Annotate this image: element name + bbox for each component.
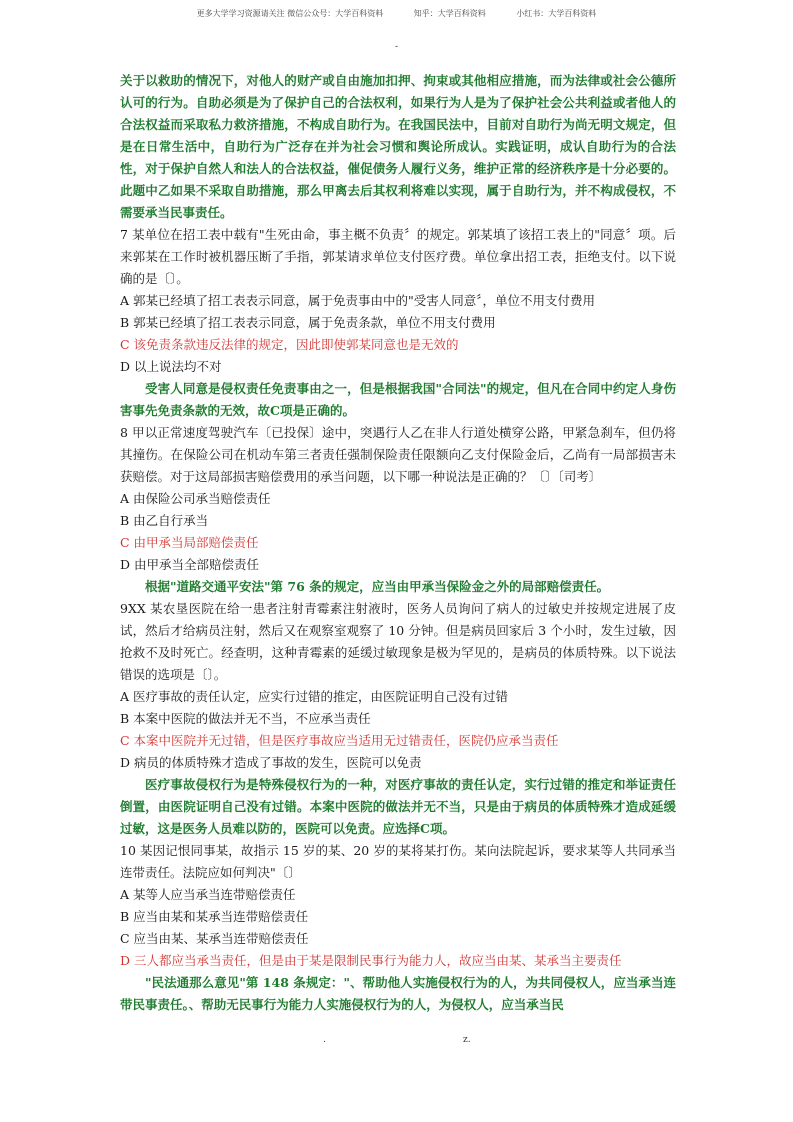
question-10-option-b: B 应当由某和某承当连带赔偿责任 <box>120 909 309 924</box>
question-8-option-d: D 由甲承当全部赔偿责任 <box>120 557 259 572</box>
question-9-option-b: B 本案中医院的做法并无不当，不应承当责任 <box>120 711 371 726</box>
question-10-option-a: A 某等人应当承当连带赔偿责任 <box>120 887 296 902</box>
question-7-option-d: D 以上说法均不对 <box>120 359 222 374</box>
page-header <box>0 8 793 19</box>
question-9-explanation: 医疗事故侵权行为是特殊侵权行为的一种，对医疗事故的责任认定，实行过错的推定和举证责任倒置，由医院证明自己没有过错。本案中医院的做法并无不当，只是由于病员的体质特殊才造成延缓过敏，这是医务人员难以防的，医院可以免责。应选择C项。 <box>120 777 676 836</box>
question-7-option-c-answer: C 该免责条款违反法律的规定，因此即使郭某同意也是无效的 <box>120 337 459 352</box>
question-9-stem: 9XX 某农垦医院在给一患者注射青霉素注射液时，医务人员询问了病人的过敏史并按规定进展了皮试，然后才给病员注射，然后又在观察室观察了 10 分钟。但是病员回家后 3 个小时，发生过敏，因抢救不及时死亡。经查明，这种青霉素的延缓过敏现象是极为罕见的，是病员的体质特殊。以下说法错误的选项是〔〕。 <box>120 601 676 682</box>
header-wechat: 更多大学学习资源请关注 微信公众号：大学百科资料 <box>196 9 384 18</box>
document-body <box>120 70 676 1016</box>
header-xiaohongshu: 小红书：大学百科资料 <box>516 9 597 18</box>
question-8-stem: 8 甲以正常速度驾驶汽车〔已投保〕途中，突遇行人乙在非人行道处横穿公路，甲紧急刹车，但仍将其撞伤。在保险公司在机动车第三者责任强制保险责任限额向乙支付保险金后，乙尚有一局部损害未获赔偿。对于这局部损害赔偿费用的承当问题，以下哪一种说法是正确的？〔〕〔司考〕 <box>120 425 676 484</box>
question-10-option-d-answer: D 三人都应当承当责任，但是由于某是限制民事行为能力人，故应当由某、某承当主要责任 <box>120 953 622 968</box>
footer-left-mark: . <box>323 1035 326 1045</box>
question-7-explanation: 受害人同意是侵权责任免责事由之一，但是根据我国"合同法"的规定，但凡在合同中约定人身伤害事先免责条款的无效，故C项是正确的。 <box>120 381 676 418</box>
top-mark: - <box>395 42 399 52</box>
question-7-option-a: A 郭某已经填了招工表表示同意，属于免责事由中的"受害人同意〞，单位不用支付费用 <box>120 293 596 308</box>
footer-right-mark: z. <box>463 1035 471 1045</box>
question-8-option-a: A 由保险公司承当赔偿责任 <box>120 491 271 506</box>
question-9-option-d: D 病员的体质特殊才造成了事故的发生，医院可以免责 <box>120 755 422 770</box>
question-10-explanation: "民法通那么意见"第 148 条规定："、帮助他人实施侵权行为的人，为共同侵权人，应当承当连带民事责任。、帮助无民事行为能力人实施侵权行为的人，为侵权人，应当承当民 <box>120 975 676 1012</box>
question-10-option-c: C 应当由某、某承当连带赔偿责任 <box>120 931 309 946</box>
question-10-stem: 10 某因记恨同事某，故指示 15 岁的某、20 岁的某将某打伤。某向法院起诉，要求某等人共同承当连带责任。法院应如何判决"〔〕 <box>120 843 676 880</box>
question-9-option-c-answer: C 本案中医院并无过错，但是医疗事故应当适用无过错责任，医院仍应承当责任 <box>120 733 559 748</box>
question-8-option-c-answer: C 由甲承当局部赔偿责任 <box>120 535 259 550</box>
question-7-option-b: B 郭某已经填了招工表表示同意，属于免责条款，单位不用支付费用 <box>120 315 496 330</box>
question-9-option-a: A 医疗事故的责任认定，应实行过错的推定，由医院证明自己没有过错 <box>120 689 509 704</box>
question-8-option-b: B 由乙自行承当 <box>120 513 209 528</box>
question-7-stem: 7 某单位在招工表中载有"生死由命，事主概不负责〞的规定。郭某填了该招工表上的"同意〞项。后来郭某在工作时被机器压断了手指，郭某请求单位支付医疗费。单位拿出招工表，拒绝支付。以下说确的是〔〕。 <box>120 227 676 286</box>
header-zhihu: 知乎：大学百科资料 <box>413 9 486 18</box>
question-8-explanation: 根据"道路交通平安法"第 76 条的规定，应当由甲承当保险金之外的局部赔偿责任。 <box>145 579 610 594</box>
intro-explanation: 关于以救助的情况下，对他人的财产或自由施加扣押、拘束或其他相应措施，而为法律或社会公德所认可的行为。自助必须是为了保护自己的合法权利，如果行为人是为了保护社会公共利益或者他人的合法权益而采取私力救济措施，不构成自助行为。在我国民法中，目前对自助行为尚无明文规定，但是在日常生活中，自助行为广泛存在并为社会习惯和舆论所成认。实践证明，成认自助行为的合法性，对于保护自然人和法人的合法权益，催促债务人履行义务，维护正常的经济秩序是十分必要的。此题中乙如果不采取自助措施，那么甲离去后其权利将难以实现，属于自助行为，并不构成侵权，不需要承当民事责任。 <box>120 73 676 220</box>
